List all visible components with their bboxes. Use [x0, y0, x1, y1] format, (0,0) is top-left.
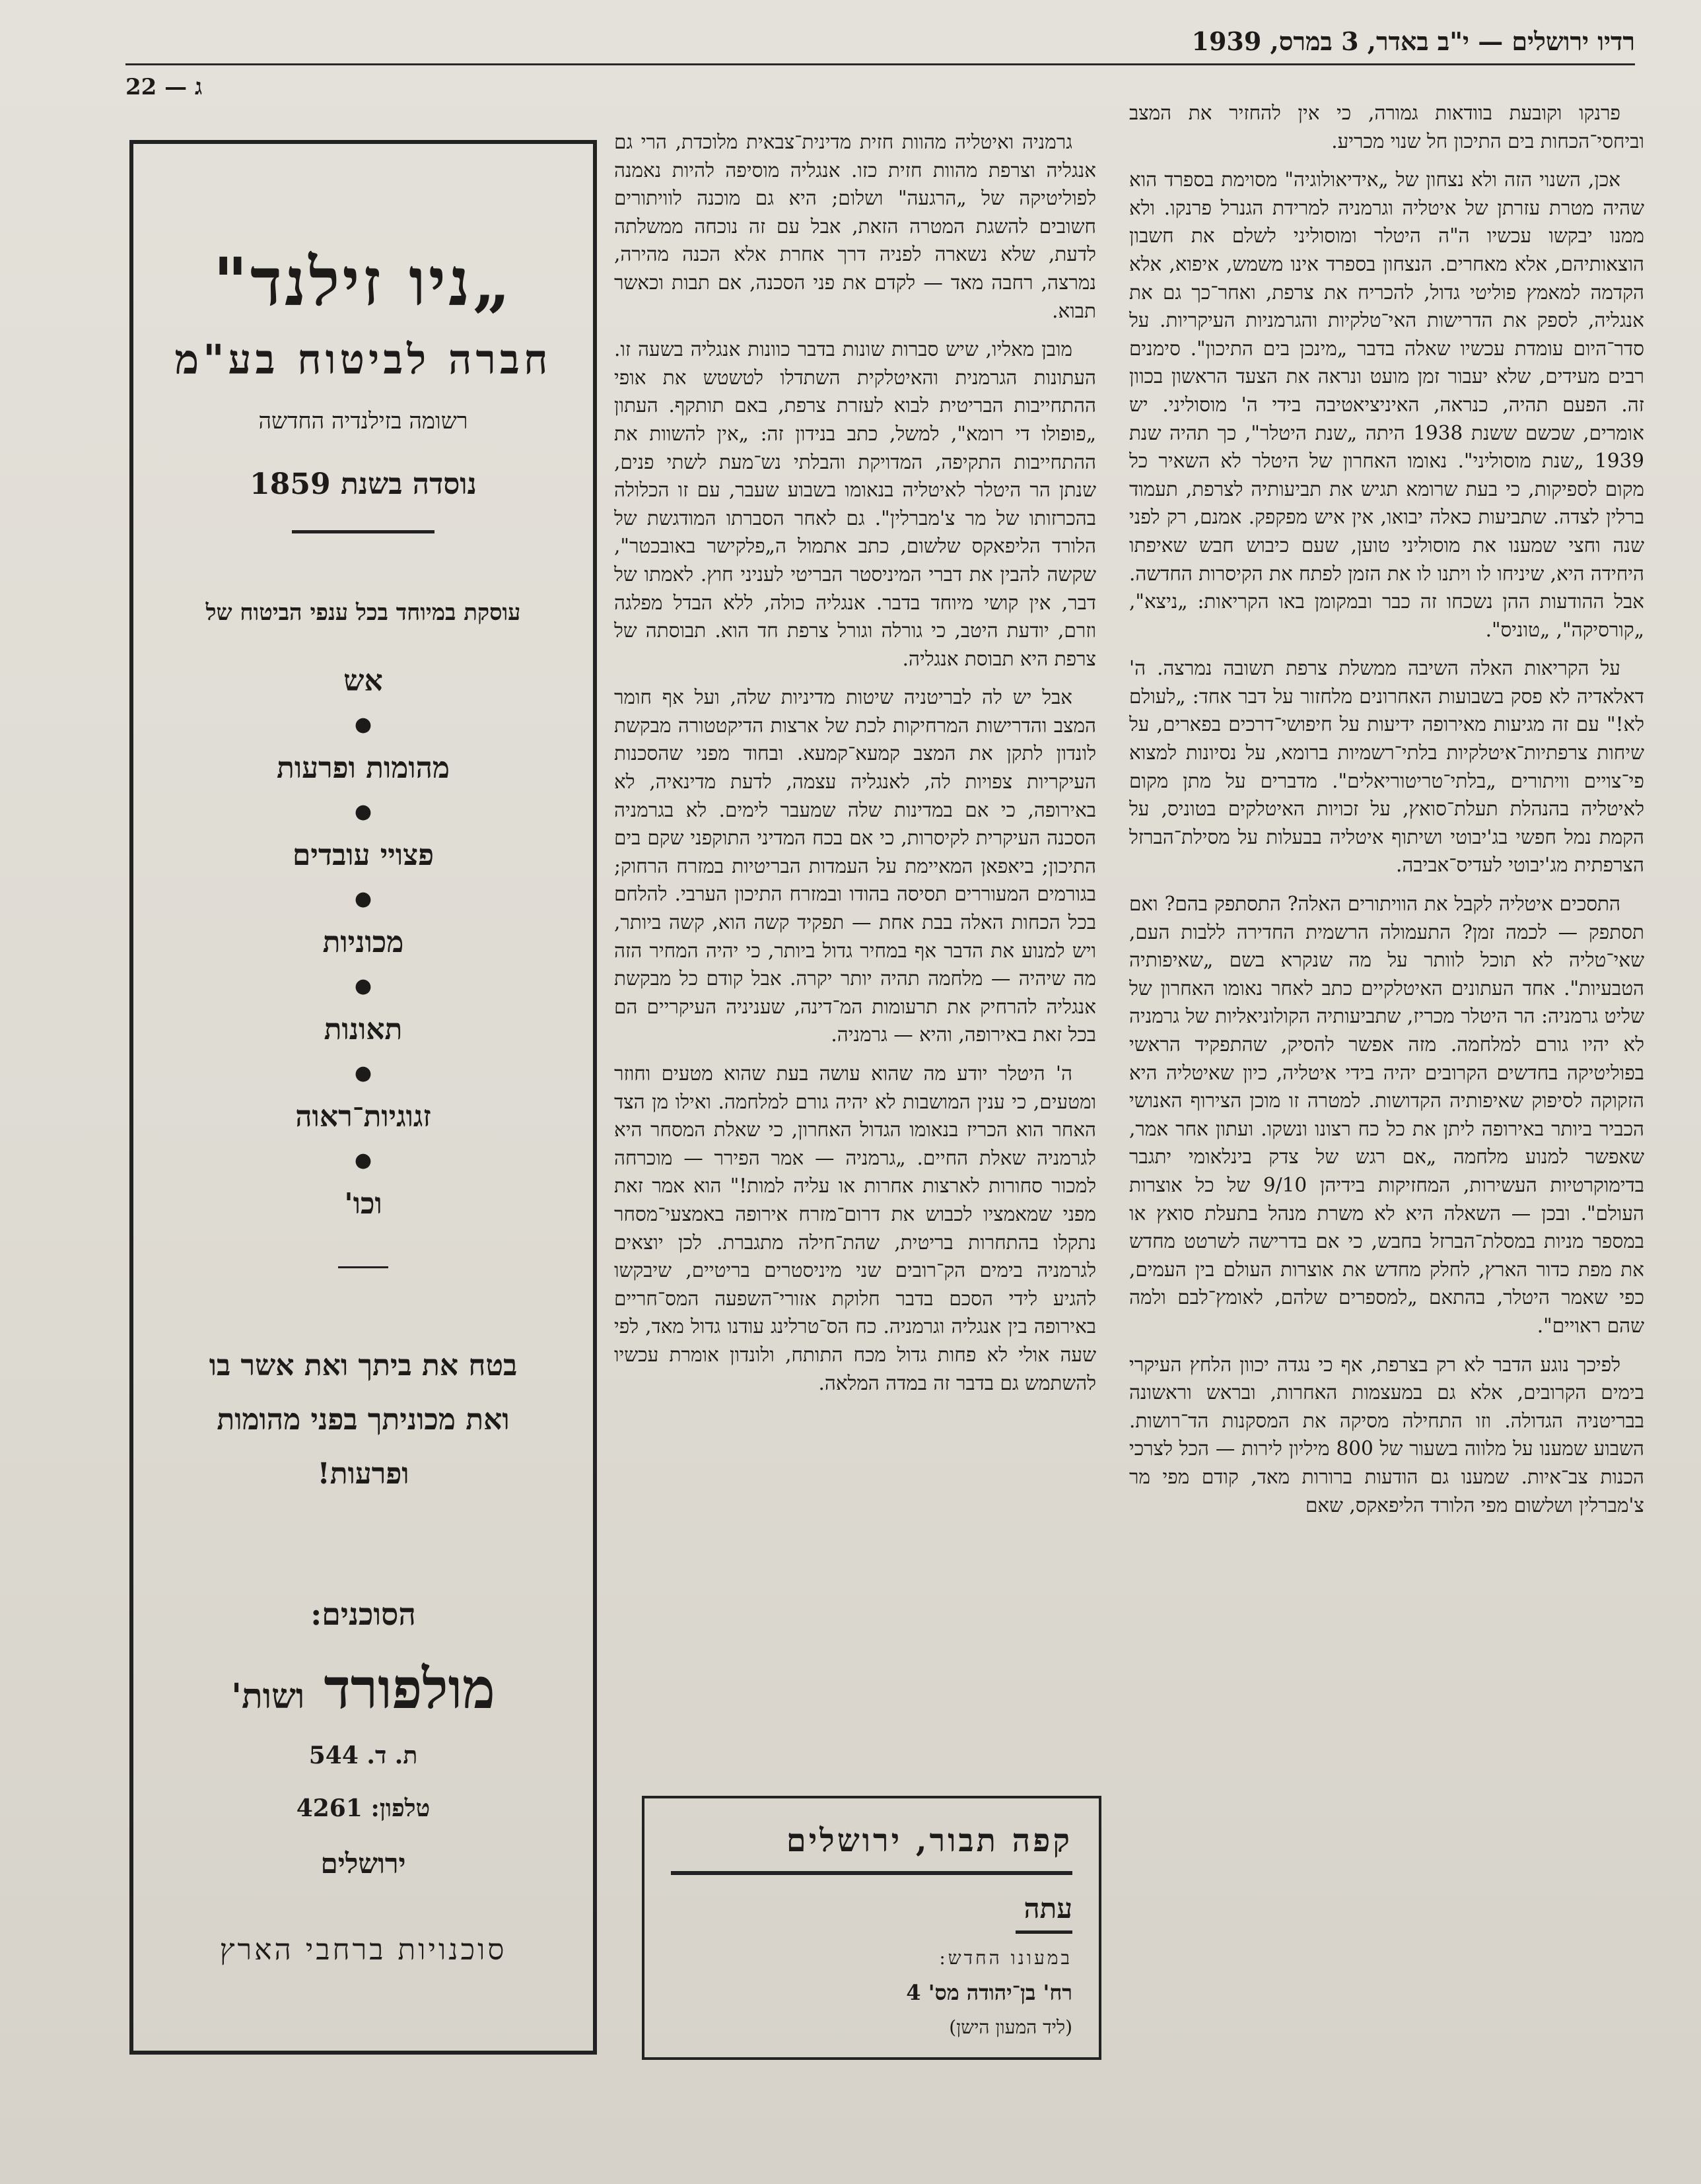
ad-branch-item: מכוניות [322, 926, 404, 959]
ad-branch-list [147, 659, 580, 1227]
cafe-divider [671, 1871, 1072, 1875]
article-paragraph: פרנקו וקובעת בוודאות גמורה, כי אין להחזיר את המצב וביחסי־הכחות בים התיכון חל שנוי מכריע. [1129, 102, 1644, 153]
running-head: רדיו ירושלים — י"ב באדר, 3 במרס, 1939 [1191, 26, 1635, 56]
ad-agent-firm [147, 1656, 580, 1722]
ad-registration: רשומה בזילנדיה החדשה [258, 408, 468, 434]
bullet-dot-icon: ● [354, 800, 372, 823]
ad-agent-firm-name: מולפורד [324, 1656, 495, 1721]
advertisement-cafe-tavor [642, 1796, 1101, 2060]
article-column-right [1129, 99, 1644, 2093]
ad-phone: טלפון: 4261 [296, 1794, 431, 1822]
cafe-address: רח' בן־יהודה מס' 4 [906, 1980, 1072, 2005]
article-paragraph: אבל יש לה לבריטניה שיטות מדיניות שלה, ועל אף חומר המצב והדרישות המרחיקות לכת של ארצות הדיקטטורה מבקשת לונדון לתקן את המצב קמעא־קמעא. ובחוד מפני שהסכנות העיקריות צפויות לה, לאנגליה עצמה, לדעת מדינאיה, לא באירופה, כי אם במדינות שלה שמעבר לימים. לא בגרמניה הסכנה העיקרית לקיסרות, כי אם בכח המדיני התוקפני שקם בים התיכון; ביאפאן המאיימת על העמדות הבריטיות במזרח הרחוק; בגורמים המעוררים תסיסה בהודו ובמזרח התיכון הערבי. להלחם בכל הכחות האלה בבת אחת — תפקיד קשה הוא, קשה ביותר, ויש למנוע את הדבר אף במחיר גדול ביותר, כי יהיה המחיר הזה מה שיהיה — מלחמה תהיה יותר יקרה. אבל קודם כל מבקשת אנגליה להרחיק את תרעומות המ־דינה, שעניניה העיקריים הם בכל זאת באירופה, והיא — גרמניה. [614, 686, 1096, 1046]
ad-slogan-line: בטח את ביתך ואת אשר בו [209, 1349, 518, 1382]
article-paragraph: ה' היטלר יודע מה שהוא עושה בעת שהוא מטעים וחוזר ומטעים, כי ענין המושבות לא יהיה גורם למלחמה. ואילו מן הצד האחר הוא הכריז בנאומו הגדול האחרון, כי שאלת המסחר היא לגרמניה שאלת החיים. „גרמניה — אמר הפירר — מוכרחה למכור סחורות לארצות אחרות או עליה למות!" הוא אמר זאת מפני שמאמציו לכבוש את דרום־מזרח אירופה באמצעי־מסחר נתקלו בהתחרות בריטית, שהת־חילה מתגברת. לכן יוצאים לגרמניה בימים הק־רובים שני מיניסטרים בריטיים, שיבקשו להגיע לידי הסכם בדבר חלוקת אזורי־השפעה המס־חריים באירופה בין אנגליה וגרמניה. כח הס־טרלינג עודנו גדול מאד, לפי שעה אולי לא פחות גדול מכח התותח, ולונדון אומרת עכשיו להשתמש גם בדבר זה במדה המלאה. [614, 1062, 1096, 1394]
bullet-dot-icon: ● [354, 887, 372, 910]
ad-pobox: ת. ד. 544 [308, 1742, 418, 1769]
ad-branch-item: תאונות [324, 1013, 403, 1046]
ad-divider [338, 1266, 388, 1268]
ad-city: ירושלים [320, 1847, 406, 1880]
ad-slogan-line: ואת מכוניתך בפני מהומות [217, 1403, 510, 1437]
page-number: ג — 22 [125, 74, 203, 100]
cafe-underline [1016, 1930, 1072, 1934]
ad-company-subtitle: חברה לביטוח בע"מ [174, 335, 552, 384]
article-paragraph: לפיכך נוגע הדבר לא רק בצרפת, אף כי נגדה יכוון הלחץ העיקרי בימים הקרובים, אלא גם במעצמות האחרות, ובראש וראשונה בבריטניה הגדולה. וזו התחילה מסיקה את המסקנות הד־רושות. השבוע שמענו על מלווה בשעור של 800 מיליון לירות — הכל לצרכי הכנות צב־איות. שמענו גם הודעות ברורות מאד, קודם מפי מר צ'מברלין ושלשום מפי הלורד הליפאקס, שאם [1129, 1353, 1644, 1517]
ad-founded: נוסדה בשנת 1859 [250, 467, 477, 501]
article-column-middle [614, 128, 1096, 1785]
ad-slogan [147, 1339, 580, 1501]
ad-divider [292, 530, 434, 533]
cafe-title: קפה תבור, ירושלים [786, 1822, 1072, 1859]
article-paragraph: גרמניה ואיטליה מהוות חזית מדינית־צבאית מלוכדת, הרי גם אנגליה וצרפת מהוות חזית כזו. אנגליה מוסיפה להיות נאמנה לפוליטיקה של „הרגעה" ושלום; היא גם מוכנה לוויתורים חשובים להשגת המטרה הזאת, אבל עם זה נוכחה ממשלתה לדעת, שלא נשארה לפניה דרך אחרת אלא הכנה מהירה, נמרצה, רחבה מאד — לקדם את פני הסכנה, אם תבות וכאשר תבוא. [614, 131, 1096, 322]
ad-company-name: „ניו זילנד" [213, 243, 514, 321]
ad-branch-item: זגוגיות־ראוה [295, 1100, 431, 1134]
cafe-near-note: (ליד המעון הישן) [949, 2016, 1072, 2038]
bullet-dot-icon: ● [354, 1149, 372, 1172]
article-paragraph: מובן מאליו, שיש סברות שונות בדבר כוונות אנגליה בשעה זו. העתונות הגרמנית והאיטלקית השתדלו לטשטש את אופי ההתחייבות הבריטית לבוא לעזרת צרפת, באם תותקף. העתון „פופולו די רומא", למשל, כתב בנידון זה: „אין להשוות את ההתחייבות התקיפה, המדויקת והבלתי נש־מעת לשתי פנים, שנתן הר היטלר לאיטליה בנאומו בשבוע שעבר, עם זו הכלולה בהכרזותו של מר צ'מברלין". גם לאחר הסברתו המודגשת של הלורד הליפאקס שלשום, כתב אתמול ה„פלקישר באובכטר", שקשה להבין את דברי המיניסטר הבריטי לעניני חוץ. לאמתו של דבר, אין קושי מיוחד בדבר. אנגליה כולה, ללא הבדל מפלגה וזרם, יודעת היטב, כי גורלה וגורל צרפת חד הוא. תבוסתה של צרפת היא תבוסת אנגליה. [614, 338, 1096, 670]
header-rule [125, 63, 1635, 65]
ad-agent-firm-suffix: ושות' [231, 1676, 305, 1717]
ad-branch-item: וכו' [344, 1187, 382, 1221]
cafe-new-location: במעונו החדש: [939, 1947, 1072, 1969]
bullet-dot-icon: ● [354, 974, 372, 998]
article-paragraph: אכן, השנוי הזה ולא נצחון של „אידיאולוגיה" מסוימת בספרד הוא שהיה מטרת עזרתן של איטליה וגרמניה למרידת הגנרל פרנקו. ולא ממנו יבקשו עכשיו ה"ה היטלר ומוסוליני לשלם את חשבון הוצאותיהם, אלא מאחרים. הנצחון בספרד אינו משמש, איפוא, אלא הקדמה למאמץ פוליטי גדול, להכריח את צרפת, ואחר־כך גם את אנגליה, לספק את הדרישות האי־טלקיות והגרמניות העיקריות. על סדר־היום עומדת עכשיו שאלה בדבר „מינכן בים התיכון". סימנים רבים מעידים, שלא יעבור זמן מועט ונראה את הצעד הראשון בכוון זה. הפעם תהיה, כנראה, האיניציאטיבה בידי ה' מוסוליני. יש אומרים, שכשם ששנת 1938 היתה „שנת היטלר", כך תהיה שנת 1939 „שנת מוסוליני". נאומו האחרון של היטלר לא השאיר כל מקום לספיקות, כי בעת שרומא תגיש את תביעותיה לצרפת, תעמוד ברלין לצדה. שתביעות כאלה יבואו, אין איש מפקפק. אמנם, רק לפני שנה וחצי שמענו את מוסוליני טוען, שעם כיבוש חבש שאיפתו היחידה היא, שיניחו לו ויתנו לו את הזמן לפתח את הקיסרות החדשה. אבל ההודעות ההן נשכחו זה כבר ובמקומן באו הקריאות: „ניצא", „קורסיקה", „טוניס". [1129, 168, 1644, 641]
bullet-dot-icon: ● [354, 713, 372, 736]
bullet-dot-icon: ● [354, 1062, 372, 1085]
ad-agents-label: הסוכנים: [310, 1596, 416, 1632]
cafe-now: עתה [1024, 1892, 1072, 1925]
ad-branch-item: מהומות ופרעות [277, 751, 450, 785]
advertisement-new-zealand-insurance [129, 140, 597, 2055]
ad-deals-in: עוסקת במיוחד בכל ענפי הביטוח של [205, 599, 521, 626]
article-paragraph: התסכים איטליה לקבל את הוויתורים האלה? התסתפק בהם? ואם תסתפק — לכמה זמן? התעמולה הרשמית החדירה ללבות העם, שאי־טליה לא תוכל לוותר על מה שנקרא בשם „שאיפותיה הטבעיות". אחד העתונים האיטלקיים כתב לאחר נאומו האחרון של שליט גרמניה: הר היטלר מכריז, שתביעותיה הקולוניאליות של גרמניה לא יהיו גורם למלחמה. מזה אפשר להסיק, שהתפקיד הראשי בפוליטיקה בחדשים הקרובים יהיה בידי איטליה, כיון שאיטליה היא הזקוקה לסיפוק שאיפותיה הקדושות. למטרה זו מוכן הצירוף האנושי הכביר ביותר באירופה ליתן את כל כח רצונו ונשקו. ועתון אחר אמר, שאפשר למנוע מלחמה „אם רגש של צדק בינלאומי יתגבר בדימוקרטיות העשירות, המחזיקות בידיהן 9/10 של כל אוצרות העולם". ובכן — השאלה היא לא משרת מנהל בתעלת סואץ או במספר מניות במסלת־הברזל בחבש, כי אם בדרישה לשרטט מחדש את מפת כדור הארץ, לחלק מחדש את אוצרות העולם בין העמים, כפי שאמר היטלר, בהתאם „למספרים שלהם, לאומץ־לבם ולמה שהם ראויים". [1129, 893, 1644, 1337]
ad-slogan-line: ופרעות! [317, 1457, 409, 1491]
ad-branch-item: פצויי עובדים [292, 838, 434, 872]
article-paragraph: על הקריאות האלה השיבה ממשלת צרפת תשובה נמרצה. ה' דאלאדיה לא פסק בשבועות האחרונים מלחזור על דבר אחד: „לעולם לא!" עם זה מגיעות מאירופה ידיעות על חיפושי־דרכים בפארים, על שיחות צרפתיות־איטלקיות בלתי־רשמיות ברומא, על נסיונות למצוא פי־צויים וויתורים „בלתי־טריטוריאלים". מדברים על מתן מקום לאיטליה בהנהלת תעלת־סואץ, על זכויות האיטלקים בטוניס, על הקמת נמל חפשי בג'יבוטי ושיתוף איטליה בבעלות על מסילת־הברזל הצרפתית מג'יבוטי לעדיס־אביבה. [1129, 657, 1644, 877]
ad-agencies: סוכנויות ברחבי הארץ [219, 1933, 507, 1967]
ad-branch-item: אש [343, 664, 383, 698]
